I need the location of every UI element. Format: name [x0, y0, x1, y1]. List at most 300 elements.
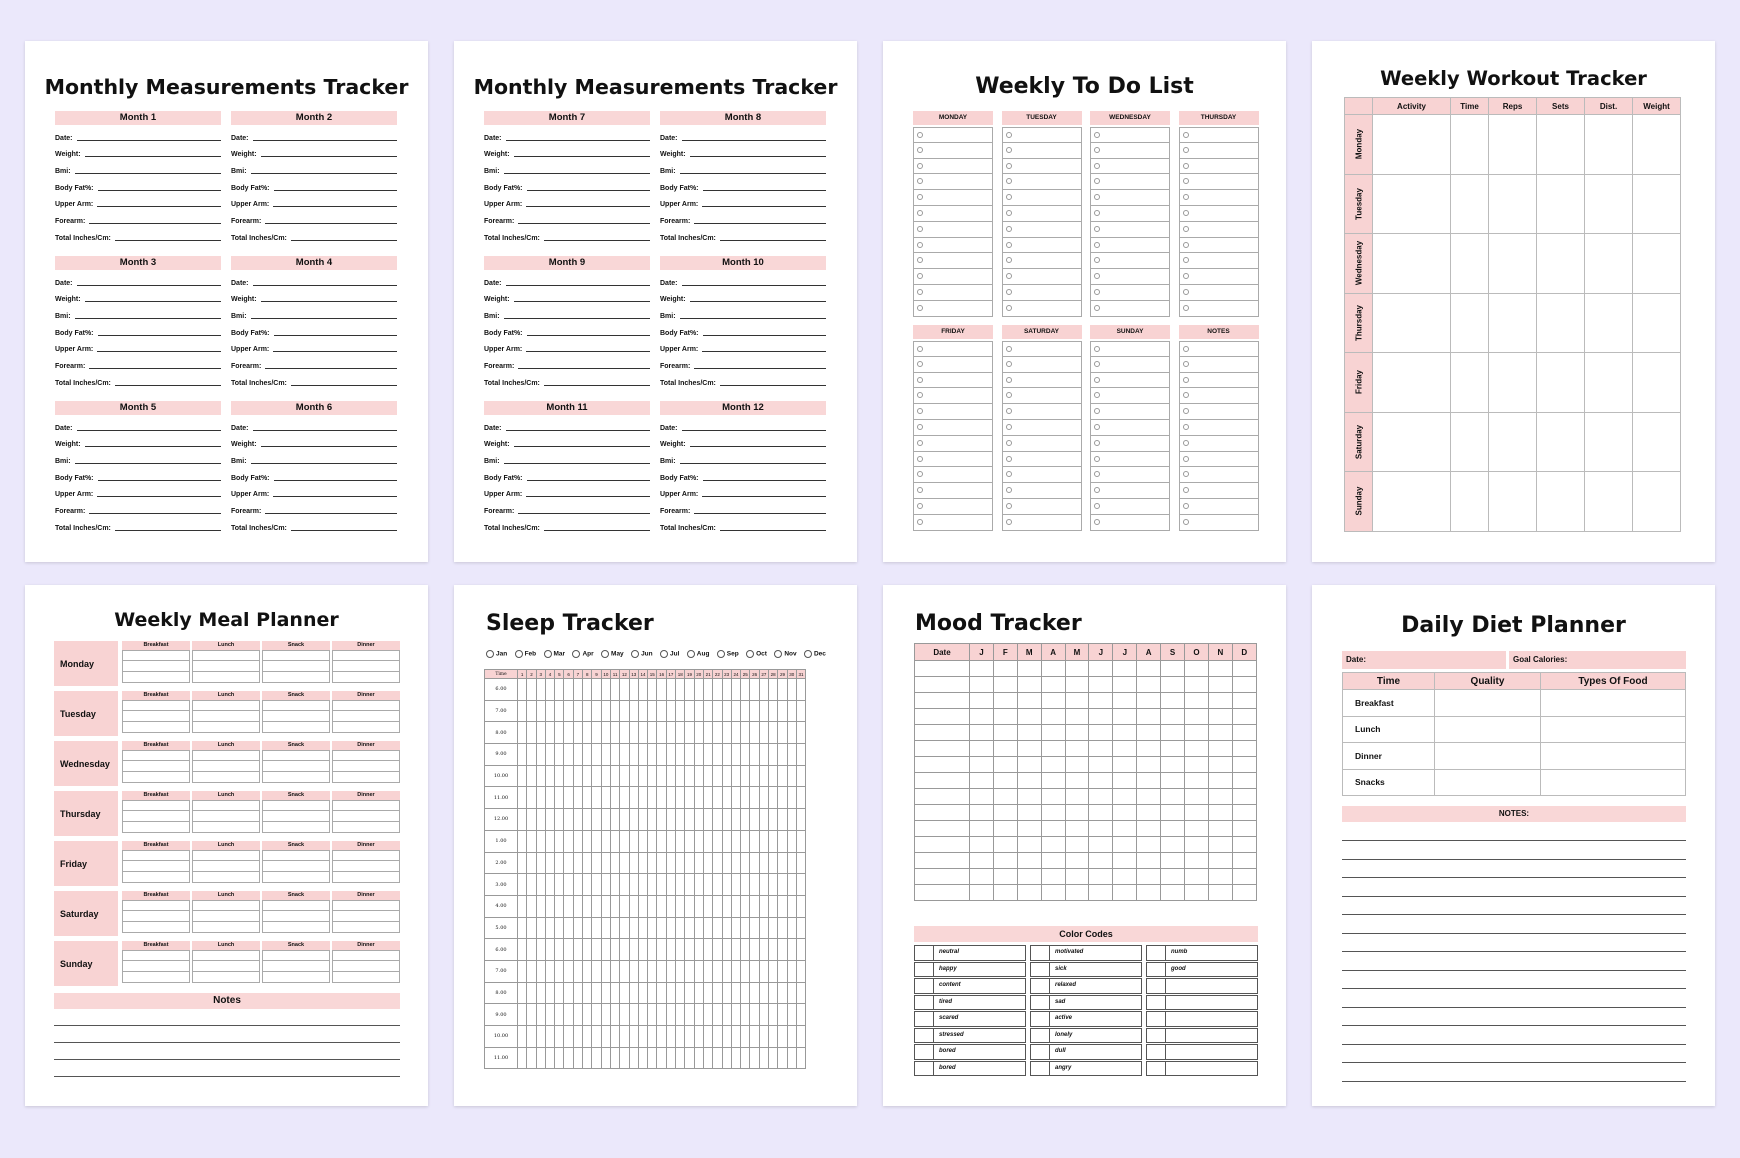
field-input-line[interactable]	[680, 463, 826, 464]
sleep-cell[interactable]	[620, 895, 629, 917]
sleep-cell[interactable]	[787, 874, 796, 896]
checkbox-circle[interactable]	[917, 456, 923, 462]
todo-row[interactable]	[1090, 341, 1170, 357]
todo-row[interactable]	[1179, 301, 1259, 317]
todo-row[interactable]	[1002, 159, 1082, 175]
sleep-cell[interactable]	[778, 787, 787, 809]
sleep-cell[interactable]	[657, 700, 666, 722]
sleep-cell[interactable]	[620, 765, 629, 787]
sleep-cell[interactable]	[545, 830, 554, 852]
field-input-line[interactable]	[702, 351, 826, 352]
sleep-cell[interactable]	[518, 787, 527, 809]
workout-cell[interactable]	[1373, 412, 1451, 472]
todo-row[interactable]	[1179, 499, 1259, 515]
sleep-cell[interactable]	[648, 895, 657, 917]
mood-cell[interactable]	[1113, 693, 1137, 709]
sleep-cell[interactable]	[592, 809, 601, 831]
sleep-cell[interactable]	[787, 787, 796, 809]
sleep-cell[interactable]	[759, 852, 768, 874]
sleep-cell[interactable]	[601, 1026, 610, 1048]
todo-row[interactable]	[1090, 285, 1170, 301]
sleep-cell[interactable]	[573, 765, 582, 787]
sleep-cell[interactable]	[713, 895, 722, 917]
todo-row[interactable]	[1002, 515, 1082, 531]
sleep-cell[interactable]	[610, 809, 619, 831]
mood-cell[interactable]	[1041, 821, 1065, 837]
checkbox-circle[interactable]	[1006, 377, 1012, 383]
mood-cell[interactable]	[1208, 869, 1232, 885]
sleep-cell[interactable]	[722, 679, 731, 701]
checkbox-circle[interactable]	[1094, 178, 1100, 184]
sleep-cell[interactable]	[573, 1047, 582, 1069]
sleep-cell[interactable]	[638, 895, 647, 917]
sleep-cell[interactable]	[601, 830, 610, 852]
sleep-cell[interactable]	[583, 1047, 592, 1069]
color-swatch[interactable]	[1146, 962, 1166, 978]
sleep-cell[interactable]	[610, 874, 619, 896]
sleep-cell[interactable]	[518, 744, 527, 766]
sleep-cell[interactable]	[750, 852, 759, 874]
field-input-line[interactable]	[89, 368, 221, 369]
sleep-cell[interactable]	[536, 874, 545, 896]
field-input-line[interactable]	[506, 430, 650, 431]
sleep-cell[interactable]	[741, 722, 750, 744]
sleep-cell[interactable]	[518, 679, 527, 701]
sleep-cell[interactable]	[638, 700, 647, 722]
sleep-cell[interactable]	[601, 744, 610, 766]
mood-cell[interactable]	[915, 709, 970, 725]
mood-cell[interactable]	[1041, 805, 1065, 821]
color-swatch[interactable]	[1146, 945, 1166, 961]
mood-cell[interactable]	[1232, 837, 1256, 853]
mood-cell[interactable]	[1232, 885, 1256, 901]
sleep-cell[interactable]	[573, 679, 582, 701]
todo-row[interactable]	[1179, 373, 1259, 389]
sleep-cell[interactable]	[648, 722, 657, 744]
sleep-cell[interactable]	[527, 982, 536, 1004]
meal-input-row[interactable]	[192, 650, 260, 661]
sleep-cell[interactable]	[676, 744, 685, 766]
quality-cell[interactable]	[1435, 690, 1541, 717]
field-input-line[interactable]	[680, 318, 826, 319]
sleep-cell[interactable]	[769, 960, 778, 982]
sleep-cell[interactable]	[676, 917, 685, 939]
checkbox-circle[interactable]	[1183, 257, 1189, 263]
checkbox-circle[interactable]	[917, 424, 923, 430]
meal-input-row[interactable]	[192, 872, 260, 883]
mood-cell[interactable]	[1137, 773, 1161, 789]
sleep-cell[interactable]	[750, 1047, 759, 1069]
sleep-cell[interactable]	[676, 1047, 685, 1069]
sleep-cell[interactable]	[741, 1026, 750, 1048]
sleep-cell[interactable]	[638, 744, 647, 766]
sleep-cell[interactable]	[564, 982, 573, 1004]
mood-cell[interactable]	[970, 869, 994, 885]
mood-cell[interactable]	[1113, 869, 1137, 885]
checkbox-circle[interactable]	[917, 346, 923, 352]
workout-cell[interactable]	[1451, 353, 1489, 413]
sleep-cell[interactable]	[750, 939, 759, 961]
mood-cell[interactable]	[1065, 837, 1089, 853]
meal-input-row[interactable]	[262, 961, 330, 972]
field-input-line[interactable]	[265, 513, 397, 514]
workout-cell[interactable]	[1451, 174, 1489, 234]
field-input-line[interactable]	[504, 463, 650, 464]
meal-input-row[interactable]	[332, 950, 400, 961]
meal-input-row[interactable]	[122, 811, 190, 822]
date-field[interactable]: Date:	[1342, 651, 1506, 669]
mood-cell[interactable]	[1113, 805, 1137, 821]
field-input-line[interactable]	[526, 496, 650, 497]
workout-cell[interactable]	[1633, 174, 1681, 234]
sleep-cell[interactable]	[638, 960, 647, 982]
sleep-cell[interactable]	[741, 1047, 750, 1069]
mood-cell[interactable]	[970, 661, 994, 677]
meal-input-row[interactable]	[192, 750, 260, 761]
sleep-cell[interactable]	[741, 830, 750, 852]
sleep-cell[interactable]	[583, 700, 592, 722]
mood-cell[interactable]	[1017, 821, 1041, 837]
meal-input-row[interactable]	[332, 761, 400, 772]
sleep-cell[interactable]	[518, 700, 527, 722]
sleep-cell[interactable]	[536, 917, 545, 939]
mood-cell[interactable]	[1113, 661, 1137, 677]
sleep-cell[interactable]	[703, 830, 712, 852]
mood-cell[interactable]	[993, 741, 1017, 757]
sleep-cell[interactable]	[592, 679, 601, 701]
sleep-cell[interactable]	[573, 917, 582, 939]
sleep-cell[interactable]	[583, 765, 592, 787]
mood-cell[interactable]	[1065, 773, 1089, 789]
meal-input-row[interactable]	[192, 672, 260, 683]
sleep-cell[interactable]	[666, 765, 675, 787]
sleep-cell[interactable]	[657, 1047, 666, 1069]
sleep-cell[interactable]	[592, 917, 601, 939]
mood-cell[interactable]	[1208, 773, 1232, 789]
sleep-cell[interactable]	[676, 895, 685, 917]
meal-input-row[interactable]	[122, 700, 190, 711]
sleep-cell[interactable]	[666, 939, 675, 961]
checkbox-circle[interactable]	[1183, 273, 1189, 279]
mood-cell[interactable]	[970, 725, 994, 741]
meal-input-row[interactable]	[192, 811, 260, 822]
sleep-cell[interactable]	[536, 722, 545, 744]
workout-cell[interactable]	[1489, 234, 1537, 294]
mood-cell[interactable]	[1137, 837, 1161, 853]
workout-cell[interactable]	[1373, 353, 1451, 413]
mood-cell[interactable]	[1089, 677, 1113, 693]
sleep-cell[interactable]	[713, 960, 722, 982]
workout-cell[interactable]	[1585, 293, 1633, 353]
sleep-cell[interactable]	[778, 939, 787, 961]
sleep-cell[interactable]	[750, 787, 759, 809]
sleep-cell[interactable]	[564, 874, 573, 896]
mood-cell[interactable]	[1208, 741, 1232, 757]
sleep-cell[interactable]	[648, 830, 657, 852]
mood-cell[interactable]	[1089, 837, 1113, 853]
checkbox-circle[interactable]	[1094, 147, 1100, 153]
sleep-cell[interactable]	[536, 939, 545, 961]
sleep-cell[interactable]	[592, 722, 601, 744]
sleep-cell[interactable]	[722, 939, 731, 961]
mood-cell[interactable]	[1065, 677, 1089, 693]
field-input-line[interactable]	[680, 173, 826, 174]
color-swatch[interactable]	[914, 962, 934, 978]
sleep-cell[interactable]	[703, 1004, 712, 1026]
sleep-cell[interactable]	[741, 1004, 750, 1026]
checkbox-circle[interactable]	[1183, 346, 1189, 352]
sleep-cell[interactable]	[787, 982, 796, 1004]
notes-line[interactable]	[1342, 896, 1686, 897]
sleep-cell[interactable]	[676, 1026, 685, 1048]
workout-cell[interactable]	[1585, 115, 1633, 175]
radio-circle[interactable]	[804, 650, 812, 658]
checkbox-circle[interactable]	[1183, 289, 1189, 295]
meal-input-row[interactable]	[262, 900, 330, 911]
todo-row[interactable]	[1179, 238, 1259, 254]
meal-input-row[interactable]	[262, 672, 330, 683]
sleep-cell[interactable]	[573, 939, 582, 961]
mood-cell[interactable]	[1185, 741, 1209, 757]
sleep-cell[interactable]	[592, 939, 601, 961]
field-input-line[interactable]	[703, 480, 827, 481]
sleep-cell[interactable]	[685, 939, 694, 961]
sleep-cell[interactable]	[564, 917, 573, 939]
sleep-cell[interactable]	[620, 1047, 629, 1069]
checkbox-circle[interactable]	[917, 377, 923, 383]
sleep-cell[interactable]	[564, 960, 573, 982]
mood-cell[interactable]	[1065, 885, 1089, 901]
sleep-cell[interactable]	[769, 982, 778, 1004]
sleep-cell[interactable]	[564, 787, 573, 809]
mood-cell[interactable]	[1089, 741, 1113, 757]
mood-cell[interactable]	[1232, 709, 1256, 725]
sleep-cell[interactable]	[769, 830, 778, 852]
notes-line[interactable]	[54, 1025, 400, 1026]
color-swatch[interactable]	[1146, 1028, 1166, 1044]
checkbox-circle[interactable]	[1006, 392, 1012, 398]
sleep-cell[interactable]	[685, 982, 694, 1004]
checkbox-circle[interactable]	[1094, 503, 1100, 509]
checkbox-circle[interactable]	[917, 163, 923, 169]
todo-row[interactable]	[913, 499, 993, 515]
sleep-cell[interactable]	[703, 939, 712, 961]
sleep-cell[interactable]	[648, 1026, 657, 1048]
sleep-cell[interactable]	[703, 917, 712, 939]
sleep-cell[interactable]	[518, 939, 527, 961]
field-input-line[interactable]	[273, 206, 397, 207]
mood-cell[interactable]	[1185, 885, 1209, 901]
mood-cell[interactable]	[915, 693, 970, 709]
meal-input-row[interactable]	[262, 872, 330, 883]
sleep-cell[interactable]	[703, 852, 712, 874]
sleep-cell[interactable]	[620, 744, 629, 766]
mood-cell[interactable]	[1232, 773, 1256, 789]
field-input-line[interactable]	[98, 480, 222, 481]
sleep-cell[interactable]	[741, 982, 750, 1004]
todo-row[interactable]	[1179, 206, 1259, 222]
sleep-cell[interactable]	[713, 1026, 722, 1048]
sleep-cell[interactable]	[676, 1004, 685, 1026]
sleep-cell[interactable]	[638, 787, 647, 809]
checkbox-circle[interactable]	[1183, 408, 1189, 414]
field-input-line[interactable]	[526, 206, 650, 207]
sleep-cell[interactable]	[778, 1047, 787, 1069]
mood-cell[interactable]	[1017, 853, 1041, 869]
sleep-cell[interactable]	[629, 895, 638, 917]
notes-line[interactable]	[1342, 1007, 1686, 1008]
sleep-cell[interactable]	[741, 895, 750, 917]
mood-cell[interactable]	[1065, 725, 1089, 741]
sleep-cell[interactable]	[703, 809, 712, 831]
notes-line[interactable]	[54, 1076, 400, 1077]
mood-cell[interactable]	[1161, 725, 1185, 741]
mood-cell[interactable]	[1137, 693, 1161, 709]
sleep-cell[interactable]	[722, 744, 731, 766]
sleep-cell[interactable]	[722, 874, 731, 896]
sleep-cell[interactable]	[555, 830, 564, 852]
sleep-cell[interactable]	[703, 960, 712, 982]
sleep-cell[interactable]	[796, 895, 805, 917]
sleep-cell[interactable]	[629, 830, 638, 852]
color-swatch[interactable]	[1146, 1061, 1166, 1077]
mood-cell[interactable]	[993, 677, 1017, 693]
mood-cell[interactable]	[1089, 869, 1113, 885]
color-swatch[interactable]	[1146, 1044, 1166, 1060]
sleep-cell[interactable]	[685, 700, 694, 722]
sleep-cell[interactable]	[722, 1047, 731, 1069]
sleep-cell[interactable]	[769, 1026, 778, 1048]
checkbox-circle[interactable]	[917, 178, 923, 184]
sleep-cell[interactable]	[583, 852, 592, 874]
sleep-cell[interactable]	[620, 809, 629, 831]
todo-row[interactable]	[1090, 452, 1170, 468]
sleep-cell[interactable]	[545, 679, 554, 701]
sleep-cell[interactable]	[722, 1026, 731, 1048]
mood-cell[interactable]	[915, 757, 970, 773]
sleep-cell[interactable]	[731, 1004, 740, 1026]
field-input-line[interactable]	[77, 430, 221, 431]
checkbox-circle[interactable]	[1006, 305, 1012, 311]
sleep-cell[interactable]	[657, 679, 666, 701]
mood-cell[interactable]	[1208, 757, 1232, 773]
sleep-cell[interactable]	[787, 744, 796, 766]
mood-cell[interactable]	[1185, 677, 1209, 693]
todo-row[interactable]	[913, 253, 993, 269]
mood-cell[interactable]	[1089, 885, 1113, 901]
field-input-line[interactable]	[97, 496, 221, 497]
sleep-cell[interactable]	[731, 939, 740, 961]
sleep-cell[interactable]	[713, 700, 722, 722]
checkbox-circle[interactable]	[1094, 305, 1100, 311]
field-input-line[interactable]	[506, 140, 650, 141]
sleep-cell[interactable]	[741, 700, 750, 722]
todo-row[interactable]	[1002, 174, 1082, 190]
sleep-cell[interactable]	[620, 917, 629, 939]
sleep-cell[interactable]	[750, 830, 759, 852]
sleep-cell[interactable]	[536, 700, 545, 722]
sleep-cell[interactable]	[796, 722, 805, 744]
sleep-cell[interactable]	[648, 765, 657, 787]
mood-cell[interactable]	[1113, 821, 1137, 837]
sleep-cell[interactable]	[555, 895, 564, 917]
workout-cell[interactable]	[1633, 115, 1681, 175]
checkbox-circle[interactable]	[917, 273, 923, 279]
radio-circle[interactable]	[601, 650, 609, 658]
sleep-cell[interactable]	[703, 1047, 712, 1069]
todo-row[interactable]	[1090, 499, 1170, 515]
todo-row[interactable]	[913, 515, 993, 531]
todo-row[interactable]	[913, 452, 993, 468]
sleep-cell[interactable]	[545, 700, 554, 722]
sleep-cell[interactable]	[694, 809, 703, 831]
mood-cell[interactable]	[1089, 821, 1113, 837]
sleep-cell[interactable]	[657, 852, 666, 874]
todo-row[interactable]	[1002, 404, 1082, 420]
mood-cell[interactable]	[1065, 869, 1089, 885]
sleep-cell[interactable]	[676, 939, 685, 961]
sleep-cell[interactable]	[796, 679, 805, 701]
field-input-line[interactable]	[544, 385, 650, 386]
sleep-cell[interactable]	[536, 809, 545, 831]
sleep-cell[interactable]	[769, 679, 778, 701]
mood-cell[interactable]	[1185, 757, 1209, 773]
todo-row[interactable]	[1090, 190, 1170, 206]
meal-input-row[interactable]	[192, 900, 260, 911]
sleep-cell[interactable]	[527, 830, 536, 852]
field-input-line[interactable]	[77, 285, 221, 286]
sleep-cell[interactable]	[769, 852, 778, 874]
mood-cell[interactable]	[1017, 869, 1041, 885]
field-input-line[interactable]	[115, 530, 221, 531]
workout-cell[interactable]	[1537, 293, 1585, 353]
workout-cell[interactable]	[1451, 234, 1489, 294]
sleep-cell[interactable]	[518, 830, 527, 852]
sleep-cell[interactable]	[629, 874, 638, 896]
sleep-cell[interactable]	[694, 917, 703, 939]
checkbox-circle[interactable]	[1006, 210, 1012, 216]
todo-row[interactable]	[913, 467, 993, 483]
checkbox-circle[interactable]	[1183, 440, 1189, 446]
sleep-cell[interactable]	[694, 1026, 703, 1048]
mood-cell[interactable]	[1208, 805, 1232, 821]
sleep-cell[interactable]	[583, 679, 592, 701]
sleep-cell[interactable]	[676, 722, 685, 744]
sleep-cell[interactable]	[731, 874, 740, 896]
sleep-cell[interactable]	[769, 939, 778, 961]
todo-row[interactable]	[1179, 357, 1259, 373]
sleep-cell[interactable]	[629, 700, 638, 722]
workout-cell[interactable]	[1633, 412, 1681, 472]
sleep-cell[interactable]	[564, 765, 573, 787]
sleep-cell[interactable]	[564, 700, 573, 722]
sleep-cell[interactable]	[657, 960, 666, 982]
sleep-cell[interactable]	[573, 722, 582, 744]
meal-input-row[interactable]	[332, 650, 400, 661]
sleep-cell[interactable]	[638, 830, 647, 852]
mood-cell[interactable]	[1208, 789, 1232, 805]
checkbox-circle[interactable]	[1094, 487, 1100, 493]
sleep-cell[interactable]	[583, 787, 592, 809]
sleep-cell[interactable]	[592, 982, 601, 1004]
sleep-cell[interactable]	[703, 765, 712, 787]
mood-cell[interactable]	[1041, 741, 1065, 757]
field-input-line[interactable]	[506, 285, 650, 286]
sleep-cell[interactable]	[648, 1004, 657, 1026]
todo-row[interactable]	[1179, 159, 1259, 175]
checkbox-circle[interactable]	[1006, 257, 1012, 263]
sleep-cell[interactable]	[666, 787, 675, 809]
